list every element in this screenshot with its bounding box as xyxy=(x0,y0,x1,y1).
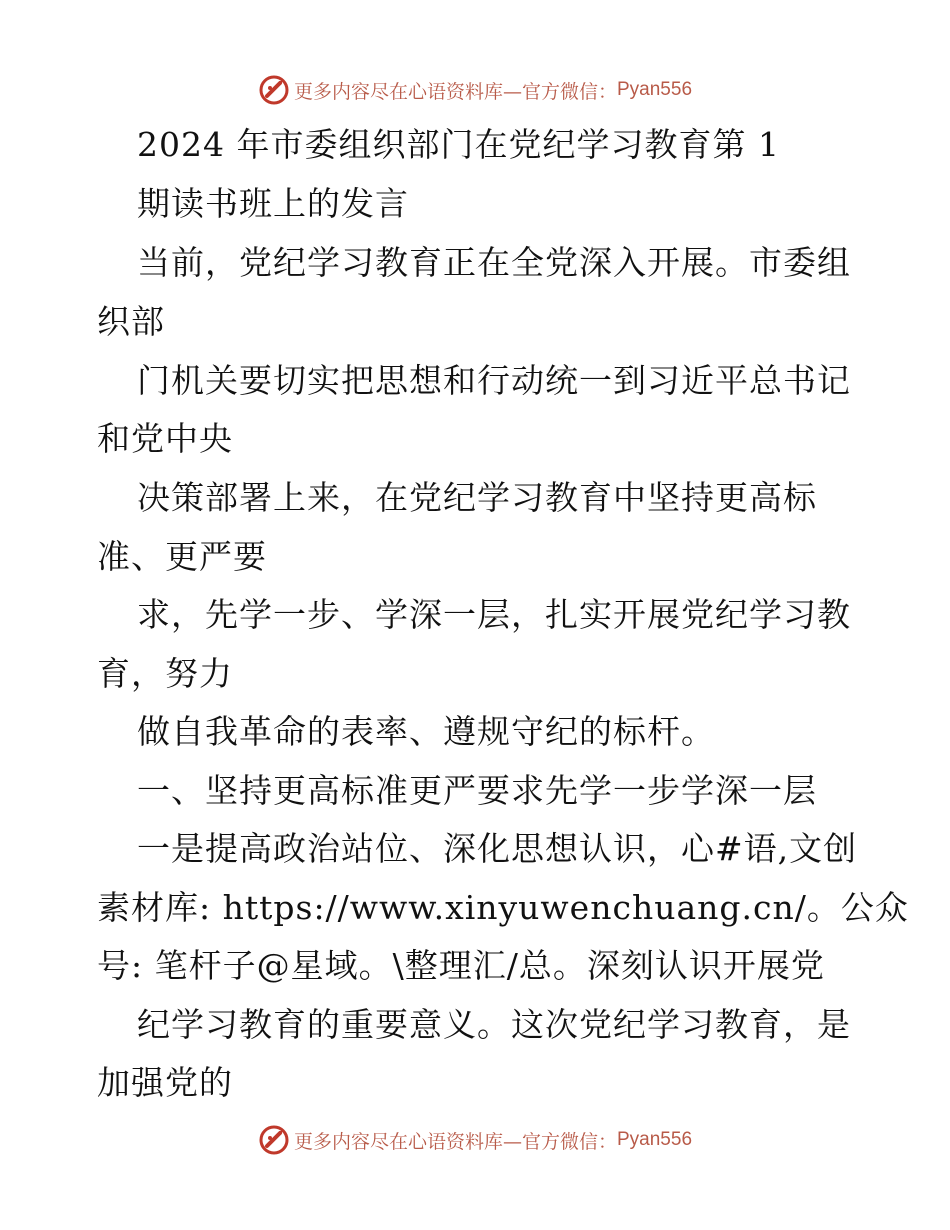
doc-line: 求，先学一步、学深一层，扎实开展党纪学习教 xyxy=(137,595,851,634)
banner-wechat-label: 官方微信： xyxy=(521,80,617,103)
banner-text: 更多内容尽在心语资料库— xyxy=(293,80,522,103)
doc-line: 做自我革命的表率、遵规守纪的标杆。 xyxy=(137,712,715,751)
doc-line: 当前，党纪学习教育正在全党深入开展。市委组 xyxy=(137,243,851,282)
doc-line: 素材库: https://www.xinyuwenchuang.cn/。公众 xyxy=(97,888,909,927)
doc-line: 号: 笔杆子@星域。\整理汇/总。深刻认识开展党 xyxy=(97,946,825,985)
doc-line: 准、更严要 xyxy=(97,537,267,576)
doc-line: 育，努力 xyxy=(97,654,233,693)
doc-title-line-2: 期读书班上的发言 xyxy=(137,184,409,223)
doc-line: 纪学习教育的重要意义。这次党纪学习教育，是 xyxy=(137,1005,851,1044)
doc-line: 和党中央 xyxy=(97,419,233,458)
brand-logo-icon xyxy=(258,1124,290,1156)
doc-line: 门机关要切实把思想和行动统一到习近平总书记 xyxy=(137,361,851,400)
footer-banner xyxy=(0,1120,950,1160)
doc-section-heading: 一、坚持更高标准更严要求先学一步学深一层 xyxy=(137,771,817,810)
doc-line: 加强党的 xyxy=(97,1063,233,1102)
banner-wechat-label: 官方微信： xyxy=(521,1130,617,1153)
doc-title-line-1: 2024 年市委组织部门在党纪学习教育第 1 xyxy=(137,125,780,164)
banner-text: 更多内容尽在心语资料库— xyxy=(293,1130,522,1153)
banner-wechat-id: Pyan556 xyxy=(617,79,693,100)
doc-line: 决策部署上来，在党纪学习教育中坚持更高标 xyxy=(137,478,817,517)
banner-wechat-id: Pyan556 xyxy=(617,1129,693,1150)
doc-line: 一是提高政治站位、深化思想认识，心#语,文创 xyxy=(137,829,858,868)
doc-line: 织部 xyxy=(97,302,165,341)
